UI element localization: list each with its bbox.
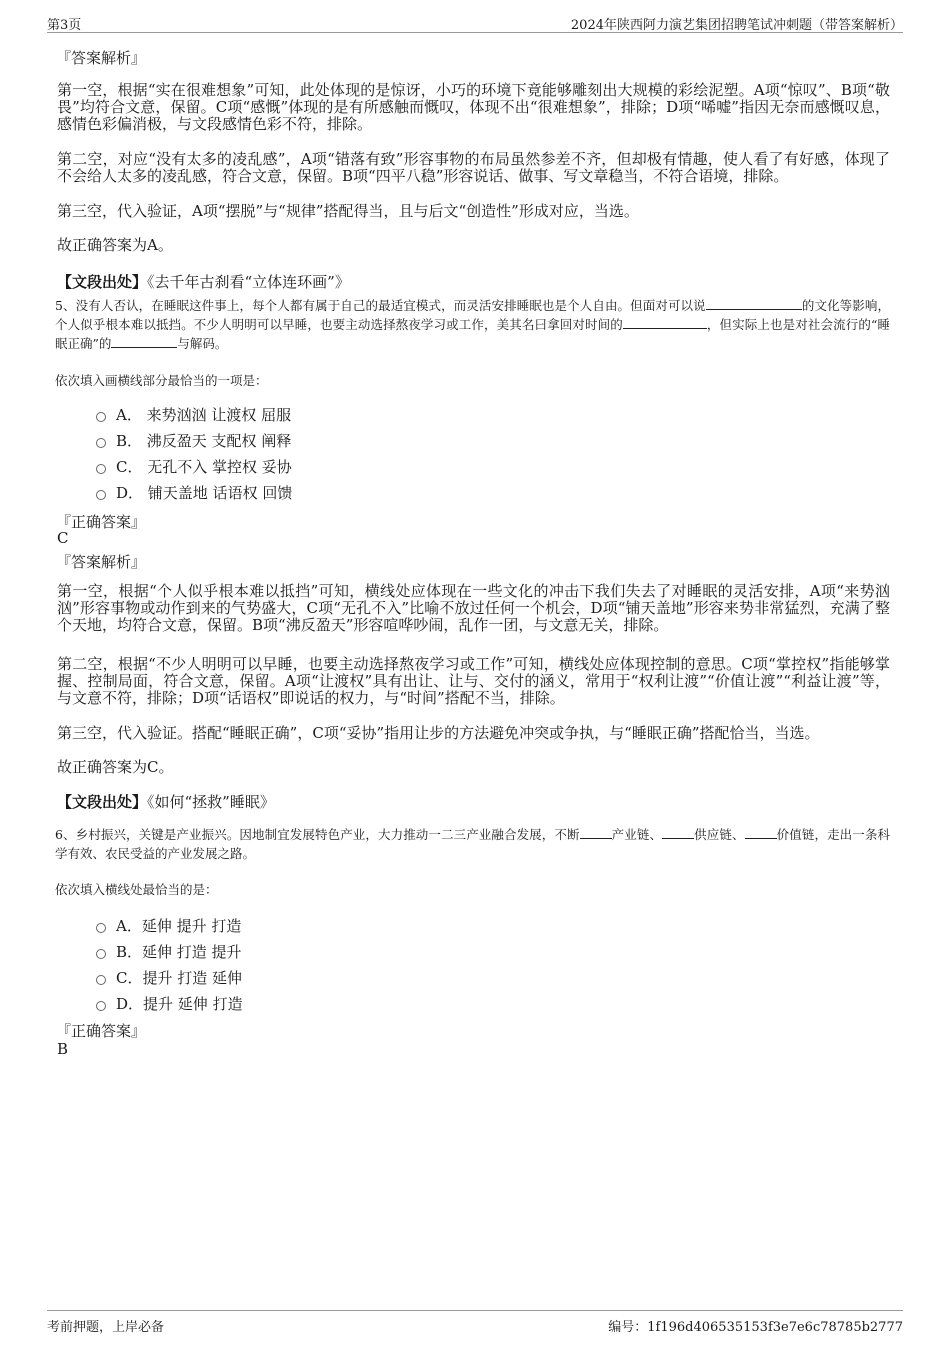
option-a[interactable]: A． 来势汹汹 让渡权 屈服 (96, 401, 292, 427)
document-title: 2024年陕西阿力演艺集团招聘笔试冲刺题（带答案解析） (570, 18, 903, 33)
page-number: 第3页 (47, 18, 82, 33)
analysis-label-q4: 『答案解析』 (56, 49, 147, 67)
question-5-options (96, 401, 292, 505)
radio-icon[interactable] (96, 923, 106, 933)
q5-analysis-para-2: 第二空，根据“不少人明明可以早睡，也要主动选择熬夜学习或工作”可知，横线处应体现控制的意思。C项“掌控权”指能够掌握、控制局面，符合文意，保留。A项“让渡权”具有出让、让与、交付的涵义，常用于“权利让渡”“价值让渡”“利益让渡”等，与文意不符，排除；D项“话语权”即说话的权力，与“时间”搭配不当，排除。 (57, 655, 890, 707)
q5-analysis-para-1: 第一空，根据“个人似乎根本难以抵挡”可知，横线处应体现在一些文化的冲击下我们失去了对睡眠的灵活安排，A项“来势汹汹”形容事物或动作到来的气势盛大，C项“无孔不入”比喻不放过任何一个机会，D项“铺天盖地”形容来势非常猛烈，充满了整个天地，均符合文意，保留。B项“沸反盈天”形容喧哗吵闹，乱作一团，与文意无关，排除。 (57, 582, 890, 634)
question-6-prompt: 依次填入横线处最恰当的是： (55, 882, 218, 897)
question-5-text: 5、没有人否认，在睡眠这件事上，每个人都有属于自己的最适宜模式，而灵活安排睡眠也是个人自由。但面对可以说 的文化等影响，个人似乎根本难以抵挡。不少人明明可以早睡，也要主动选择熬夜学习或工作，美其名曰拿回对时间的 ，但实际上也是对社会流行的“睡眠正确”的 与解码。 (55, 298, 890, 351)
q4-source (57, 271, 350, 292)
q5-source (57, 791, 275, 812)
radio-icon[interactable] (96, 949, 106, 959)
correct-answer-label-q5: 『正确答案』 (56, 513, 147, 531)
source-label: 【文段出处】 (57, 793, 148, 811)
question-6-text: 6、乡村振兴，关键是产业振兴。因地制宜发展特色产业，大力推动一二三产业融合发展，不断 产业链、 供应链、 价值链，走出一条科学有效、农民受益的产业发展之路。 (55, 827, 890, 861)
radio-icon[interactable] (96, 490, 106, 500)
option-b[interactable]: B． 沸反盈天 支配权 阐释 (96, 427, 292, 453)
radio-icon[interactable] (96, 464, 106, 474)
radio-icon[interactable] (96, 1001, 106, 1011)
option-d[interactable]: D． 铺天盖地 话语权 回馈 (96, 479, 292, 505)
q4-analysis-para-4: 故正确答案为A。 (57, 236, 173, 254)
question-6-options (96, 912, 243, 1016)
blank-2 (662, 827, 694, 839)
analysis-label-q5: 『答案解析』 (56, 553, 147, 571)
source-title: 《去千年古刹看“立体连环画”》 (147, 273, 350, 291)
footer-slogan: 考前押题，上岸必备 (47, 1320, 165, 1335)
source-title: 《如何“拯救”睡眠》 (147, 793, 275, 811)
document-serial: 编号：1f196d406535153f3e7e6c78785b2777 (608, 1320, 903, 1335)
correct-answer-q6: B (57, 1040, 69, 1058)
radio-icon[interactable] (96, 438, 106, 448)
q5-analysis-para-3: 第三空，代入验证。搭配“睡眠正确”，C项“妥协”指用让步的方法避免冲突或争执，与“睡眠正确”搭配恰当，当选。 (57, 724, 820, 742)
page-header (47, 10, 903, 33)
option-d[interactable]: D．提升 延伸 打造 (96, 990, 243, 1016)
q4-analysis-para-2: 第二空，对应“没有太多的凌乱感”，A项“错落有致”形容事物的布局虽然参差不齐，但却极有情趣，使人看了有好感，体现了不会给人太多的凌乱感，符合文意，保留。B项“四平八稳”形容说话、做事、写文章稳当，不符合语境，排除。 (57, 150, 890, 185)
question-5-prompt: 依次填入画横线部分最恰当的一项是： (55, 373, 268, 388)
option-b[interactable]: B．延伸 打造 提升 (96, 938, 243, 964)
q4-analysis-para-1: 第一空，根据“实在很难想象”可知，此处体现的是惊讶，小巧的环境下竟能够雕刻出大规模的彩绘泥塑。A项“惊叹”、B项“敬畏”均符合文意，保留。C项“感慨”体现的是有所感触而慨叹，体现不出“很难想象”，排除；D项“唏嘘”指因无奈而感慨叹息，感情色彩偏消极，与文段感情色彩不符，排除。 (57, 81, 890, 133)
option-c[interactable]: C． 无孔不入 掌控权 妥协 (96, 453, 292, 479)
blank-1 (580, 827, 612, 839)
correct-answer-label-q6: 『正确答案』 (56, 1022, 147, 1040)
source-label: 【文段出处】 (57, 273, 148, 291)
correct-answer-q5: C (57, 529, 69, 547)
q5-analysis-para-4: 故正确答案为C。 (57, 758, 174, 776)
q4-analysis-para-3: 第三空，代入验证，A项“摆脱”与“规律”搭配得当，且与后文“创造性”形成对应，当选。 (57, 202, 639, 220)
radio-icon[interactable] (96, 412, 106, 422)
option-a[interactable]: A．延伸 提升 打造 (96, 912, 243, 938)
blank-3 (745, 827, 777, 839)
blank-3 (111, 336, 177, 348)
blank-2 (623, 317, 707, 329)
option-c[interactable]: C．提升 打造 延伸 (96, 964, 243, 990)
radio-icon[interactable] (96, 975, 106, 985)
page-footer (47, 1310, 903, 1335)
blank-1 (706, 298, 802, 310)
